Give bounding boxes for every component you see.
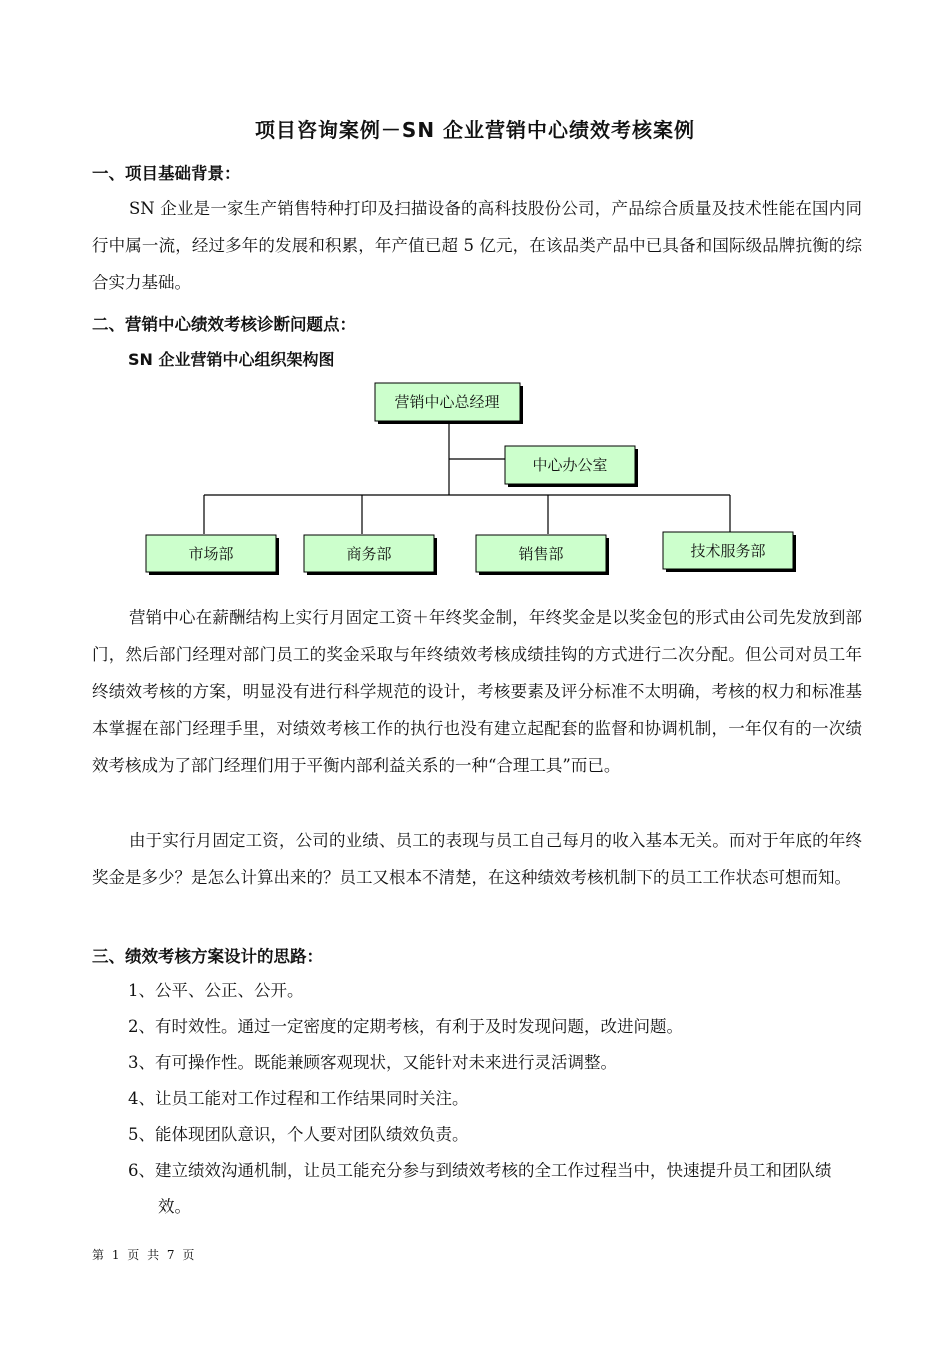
document-title: 项目咨询案例－SN 企业营销中心绩效考核案例 <box>254 118 696 142</box>
list-item: 2、有时效性。通过一定密度的定期考核，有利于及时发现问题，改进问题。 <box>128 1017 683 1036</box>
org-node-business-dept: 商务部 <box>346 545 392 563</box>
section-1-heading: 一、项目基础背景： <box>92 164 241 183</box>
section-3-heading: 三、绩效考核方案设计的思路： <box>92 947 323 966</box>
org-chart <box>0 380 950 580</box>
section-2-paragraph-2: 由于实行月固定工资，公司的业绩、员工的表现与员工自己每月的收入基本无关。而对于年底的年终奖金是多少？是怎么计算出来的？员工又根本不清楚，在这种绩效考核机制下的员工工作状态可想而知。 <box>92 831 862 887</box>
org-node-sales-dept: 销售部 <box>518 545 564 563</box>
list-item: 3、有可操作性。既能兼顾客观现状，又能针对未来进行灵活调整。 <box>128 1053 617 1072</box>
org-node-center-office: 中心办公室 <box>532 456 608 474</box>
section-2-heading: 二、营销中心绩效考核诊断问题点： <box>92 315 356 334</box>
org-chart-label: SN 企业营销中心组织架构图 <box>128 350 335 369</box>
list-item: 1、公平、公正、公开。 <box>128 981 304 1000</box>
page-footer: 第 1 页 共 7 页 <box>92 1248 197 1262</box>
org-node-market-dept: 市场部 <box>188 545 234 563</box>
org-node-tech-service-dept: 技术服务部 <box>690 542 766 560</box>
list-item: 4、让员工能对工作过程和工作结果同时关注。 <box>128 1089 469 1108</box>
list-item: 6、建立绩效沟通机制，让员工能充分参与到绩效考核的全工作过程当中，快速提升员工和团队绩效。 <box>128 1161 832 1216</box>
section-1-paragraph: SN 企业是一家生产销售特种打印及扫描设备的高科技股份公司，产品综合质量及技术性能在国内同行中属一流，经过多年的发展和积累，年产值已超 5 亿元，在该品类产品中已具备和国际级品牌抗衡的综合实力基础。 <box>92 199 862 292</box>
list-item: 5、能体现团队意识，个人要对团队绩效负责。 <box>128 1125 469 1144</box>
design-principles-list <box>128 973 863 1225</box>
section-2-paragraph-1: 营销中心在薪酬结构上实行月固定工资＋年终奖金制，年终奖金是以奖金包的形式由公司先发放到部门，然后部门经理对部门员工的奖金采取与年终绩效考核成绩挂钩的方式进行二次分配。但公司对员工年终绩效考核的方案，明显没有进行科学规范的设计，考核要素及评分标准不太明确，考核的权力和标准基本掌握在部门经理手里，对绩效考核工作的执行也没有建立起配套的监督和协调机制，一年仅有的一次绩效考核成为了部门经理们用于平衡内部利益关系的一种“合理工具”而已。 <box>92 608 862 775</box>
org-node-general-manager: 营销中心总经理 <box>394 393 500 411</box>
